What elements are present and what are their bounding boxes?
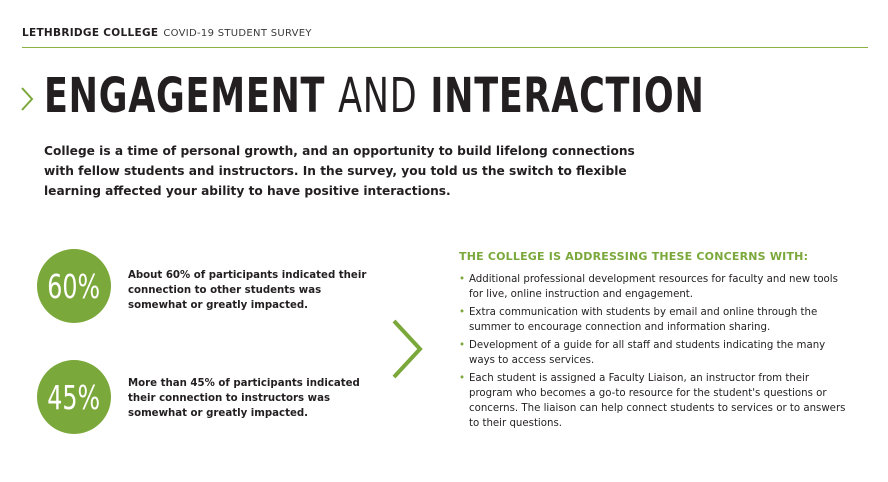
stat-value: 45% (47, 377, 101, 417)
stat-value: 60% (47, 266, 101, 306)
list-item (459, 338, 849, 368)
page-title (44, 68, 705, 124)
list-item-text: Each student is assigned a Faculty Liaison, an instructor from their program who becomes a go-to resource for the student's questions or concerns. The liaison can help connect students to services or to answers to their questions. (469, 373, 846, 429)
list-item (459, 371, 849, 431)
stat-description-instructors: More than 45% of participants indicated their connection to instructors was somewhat or greatly impacted. (128, 378, 360, 419)
title-part-engagement: ENGAGEMENT (44, 68, 326, 124)
bullet-icon: • (459, 373, 466, 384)
bullet-icon: • (459, 274, 466, 285)
list-item-text: Development of a guide for all staff and students indicating the many ways to access services. (469, 340, 826, 366)
header-subtitle: COVID-19 STUDENT SURVEY (163, 28, 312, 39)
large-chevron-right-icon (390, 318, 424, 380)
intro-paragraph: College is a time of personal growth, and an opportunity to build lifelong connections with fellow students and instructors. In the survey, you told us the switch to flexible learning affected your ability to have positive interactions. (44, 144, 635, 198)
title-part-and: AND (338, 68, 418, 124)
brand-name: LETHBRIDGE COLLEGE (22, 27, 159, 39)
list-item-text: Additional professional development resources for faculty and new tools for live, online instruction and engagement. (469, 274, 838, 300)
stat-description-students: About 60% of participants indicated their connection to other students was somewhat or greatly impacted. (128, 270, 367, 311)
stat-circle-45 (37, 360, 111, 434)
list-item-text: Extra communication with students by email and online through the summer to encourage connection and information sharing. (469, 307, 818, 333)
chevron-right-icon (20, 86, 34, 112)
list-item (459, 305, 849, 335)
concerns-heading: THE COLLEGE IS ADDRESSING THESE CONCERNS WITH: (459, 250, 809, 263)
list-item (459, 272, 849, 302)
header-divider (22, 47, 868, 48)
concerns-list (459, 272, 849, 434)
title-part-interaction: INTERACTION (430, 68, 705, 124)
bullet-icon: • (459, 340, 466, 351)
page-header (22, 27, 312, 39)
stat-circle-60 (37, 249, 111, 323)
bullet-icon: • (459, 307, 466, 318)
